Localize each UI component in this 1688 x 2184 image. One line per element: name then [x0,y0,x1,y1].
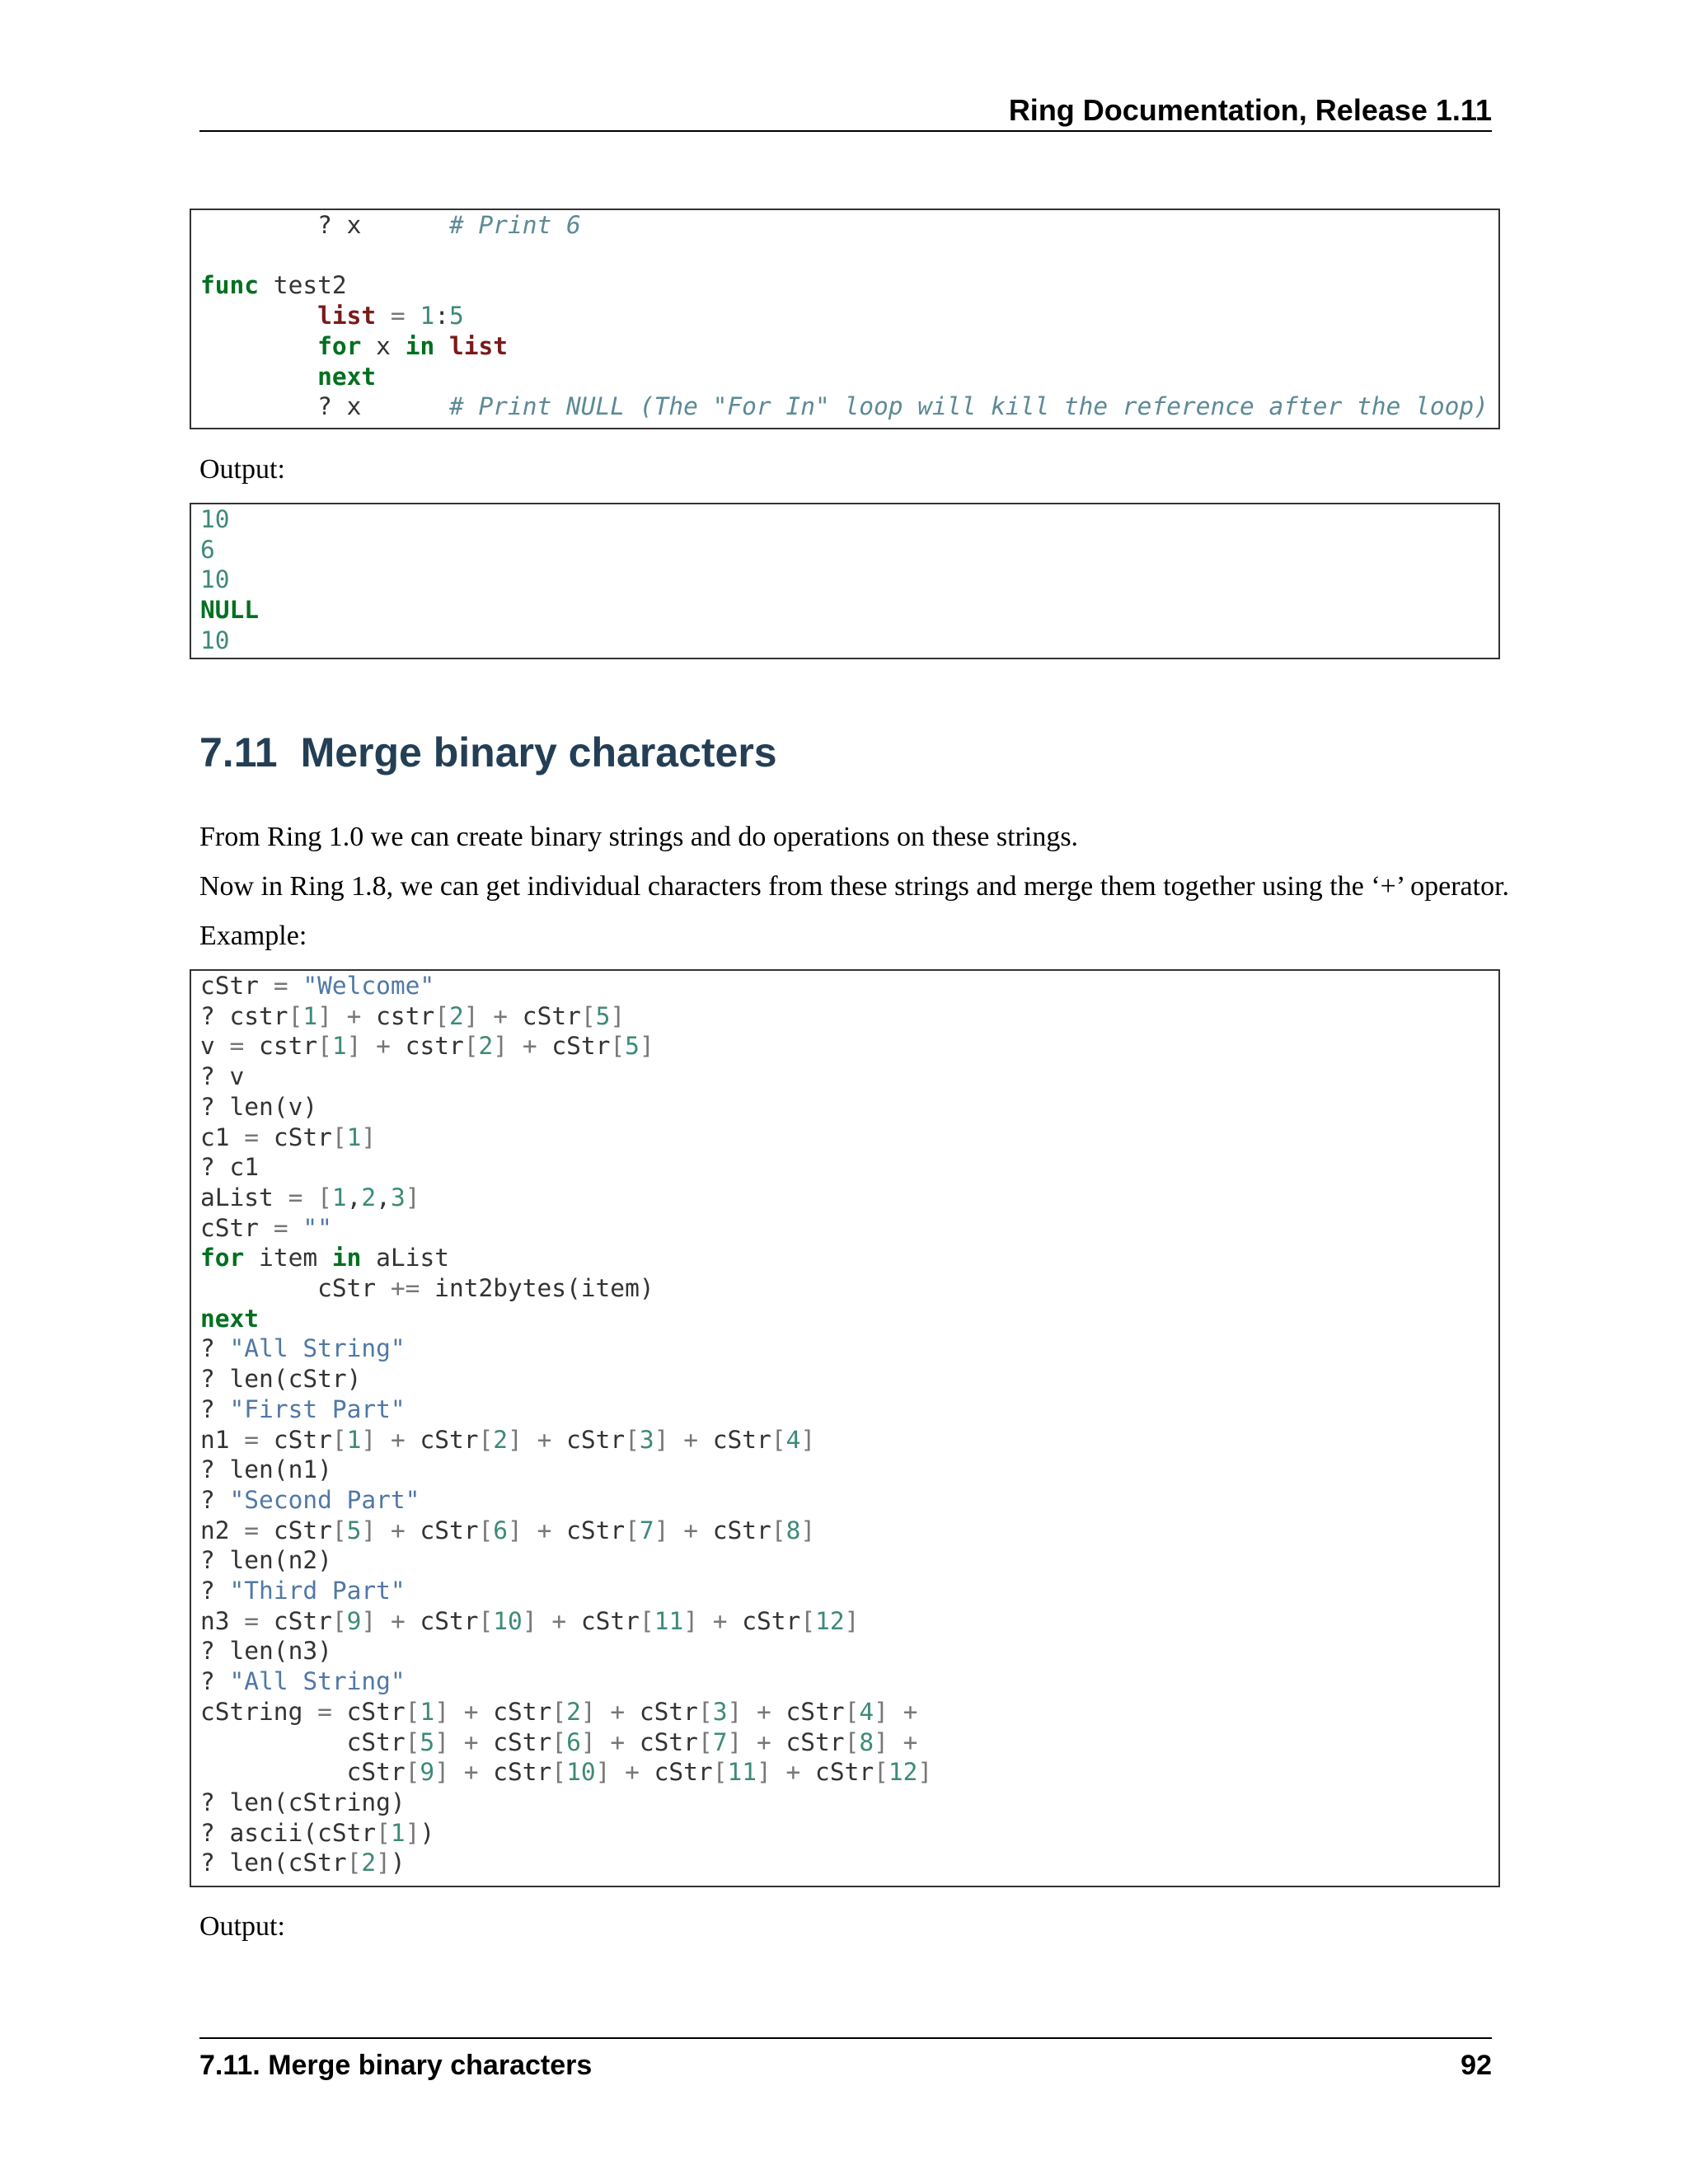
code-line: ? "Third Part" [200,1577,406,1605]
code-line: 10 [200,505,230,533]
code-line: 10 [200,565,230,594]
code-line: v = cstr[1] + cstr[2] + cStr[5] [200,1032,654,1061]
code-line: aList = [1,2,3] [200,1183,420,1212]
code-line: n2 = cStr[5] + cStr[6] + cStr[7] + cStr[8] [200,1516,816,1544]
code-line: next [317,362,377,391]
code-line: n3 = cStr[9] + cStr[10] + cStr[11] + cStr[12] [200,1606,860,1635]
code-line: cStr += int2bytes(item) [200,1274,654,1303]
code-line: ? c1 [200,1153,260,1182]
page-number: 92 [1461,2050,1492,2081]
paragraph-merge: Now in Ring 1.8, we can get individual characters from these strings and merge them together using the ‘+’ operator. [199,871,1510,902]
output-block-previous [190,503,1500,659]
code-line: for x in list [317,331,509,360]
code-line: ? len(cString) [200,1788,406,1816]
code-line: ? ascii(cStr[1]) [200,1818,435,1847]
code-line: ? x # Print NULL (The "For In" loop will kill the reference after the loop) [200,392,1489,421]
code-line: cStr = "Welcome" [200,972,435,1000]
code-line: NULL [200,596,260,625]
code-line: cStr[5] + cStr[6] + cStr[7] + cStr[8] + [200,1727,918,1756]
code-line: 6 [200,535,215,564]
paragraph-intro: From Ring 1.0 we can create binary strings and do operations on these strings. [199,822,1079,852]
code-line: ? "All String" [200,1667,406,1696]
code-line: ? "Second Part" [200,1485,420,1514]
page-header: Ring Documentation, Release 1.11 [199,91,1492,132]
section-number: 7.11 [199,729,278,776]
code-block-previous [190,209,1500,429]
code-line: n1 = cStr[1] + cStr[2] + cStr[3] + cStr[4] [200,1425,816,1454]
code-line: ? len(cStr[2]) [200,1849,406,1877]
code-line: ? "First Part" [200,1394,406,1423]
example-label: Example: [199,921,307,951]
footer-section: 7.11. Merge binary characters [199,2050,593,2081]
code-line: ? len(n1) [200,1455,332,1484]
code-block-example [190,969,1500,1887]
code-line: cStr[9] + cStr[10] + cStr[11] + cStr[12] [200,1758,933,1787]
code-line: for item in aList [200,1244,449,1272]
code-line: next [200,1304,260,1333]
code-line: ? len(cStr) [200,1365,362,1394]
code-line: ? len(n2) [200,1546,332,1575]
code-line: list = 1:5 [317,302,464,330]
code-line: cStr = "" [200,1213,332,1242]
code-line: func test2 [200,271,347,300]
code-line: ? x # Print 6 [200,211,581,239]
page-footer [199,2037,1492,2085]
code-line: c1 = cStr[1] [200,1122,377,1151]
output-label: Output: [199,454,285,485]
code-line: ? len(v) [200,1092,318,1121]
code-line: ? "All String" [200,1334,406,1363]
section-heading [199,728,777,777]
code-line: ? cstr[1] + cstr[2] + cStr[5] [200,1001,626,1030]
code-line: cString = cStr[1] + cStr[2] + cStr[3] + cStr[4] + [200,1697,918,1726]
section-title: Merge binary characters [300,729,777,776]
code-line: 10 [200,626,230,654]
code-line: ? len(n3) [200,1637,332,1666]
code-line: ? v [200,1062,245,1091]
output-label-2: Output: [199,1911,285,1942]
